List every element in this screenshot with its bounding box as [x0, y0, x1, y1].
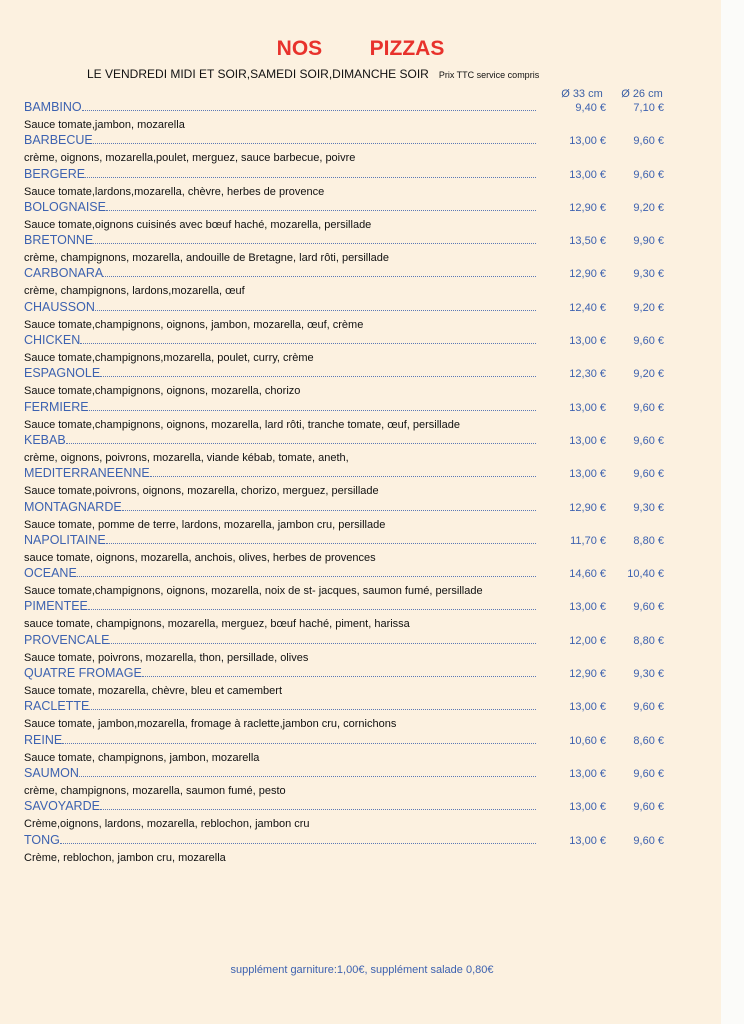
- pizza-name-line: [24, 400, 664, 417]
- pizza-name: TONG: [24, 832, 60, 847]
- dot-leader: [106, 543, 536, 544]
- pizza-item: [24, 699, 664, 732]
- pizza-name-line: [24, 466, 664, 483]
- dot-leader: [95, 310, 536, 311]
- pizza-name-line: [24, 100, 664, 117]
- pizza-name-line: [24, 233, 664, 250]
- pizza-ingredients: crème, oignons, poivrons, mozarella, viande kébab, tomate, aneth,: [24, 451, 349, 464]
- pizza-ingredients: crème, champignons, mozarella, saumon fumé, pesto: [24, 784, 286, 797]
- price-33cm: 13,00 €: [569, 468, 606, 481]
- pizza-item: [24, 167, 664, 200]
- price-26cm: 10,40 €: [627, 568, 664, 581]
- pizza-name: CARBONARA: [24, 266, 104, 281]
- dot-leader: [106, 210, 536, 211]
- pizza-name: RACLETTE: [24, 699, 90, 714]
- pizza-name: BARBECUE: [24, 133, 93, 148]
- page-title: NOS PIZZAS: [276, 37, 445, 60]
- price-33cm: 13,00 €: [569, 401, 606, 414]
- pizza-ingredients: Sauce tomate, jambon,mozarella, fromage à raclette,jambon cru, cornichons: [24, 718, 397, 731]
- dot-leader: [85, 177, 536, 178]
- dot-leader: [88, 609, 536, 610]
- pizza-name: SAUMON: [24, 765, 79, 780]
- pizza-ingredients: Sauce tomate,champignons, oignons, mozarella, chorizo: [24, 385, 301, 398]
- price-26cm: 9,20 €: [633, 368, 664, 381]
- pizza-name-line: [24, 200, 664, 217]
- price-26cm: 7,10 €: [633, 102, 664, 114]
- pizza-name-line: [24, 266, 664, 283]
- price-33cm: 13,00 €: [569, 834, 606, 847]
- pizza-list: [24, 100, 664, 866]
- pizza-ingredients: crème, champignons, mozarella, andouille de Bretagne, lard rôti, persillade: [24, 252, 390, 265]
- pizza-name-line: [24, 599, 664, 616]
- size-headers: [552, 88, 672, 100]
- pizza-name: FERMIERE: [24, 399, 89, 414]
- pizza-ingredients: Sauce tomate,champignons,mozarella, poulet, curry, crème: [24, 352, 314, 365]
- pizza-item: [24, 433, 664, 466]
- pizza-name-line: [24, 699, 664, 716]
- pizza-ingredients: Sauce tomate,champignons, oignons, mozarella, noix de st- jacques, saumon fumé, persillade: [24, 585, 483, 598]
- pizza-name-line: [24, 733, 664, 750]
- price-33cm: 13,00 €: [569, 335, 606, 348]
- pizza-item: [24, 333, 664, 366]
- pizza-ingredients: Sauce tomate, poivrons, mozarella, thon, persillade, olives: [24, 651, 309, 664]
- pizza-item: [24, 500, 664, 533]
- pizza-ingredients: Sauce tomate,champignons, oignons, jambon, mozarella, œuf, crème: [24, 318, 364, 331]
- pizza-item: [24, 200, 664, 233]
- pizza-name-line: [24, 766, 664, 783]
- dot-leader: [66, 443, 536, 444]
- price-26cm: 8,80 €: [633, 634, 664, 647]
- pizza-name: NAPOLITAINE: [24, 532, 106, 547]
- price-33cm: 12,90 €: [569, 501, 606, 514]
- pizza-name: BAMBINO: [24, 100, 82, 114]
- price-33cm: 13,00 €: [569, 135, 606, 148]
- subtitle: [87, 67, 539, 81]
- pizza-name: PIMENTEE: [24, 599, 88, 614]
- price-26cm: 9,30 €: [633, 668, 664, 681]
- pizza-ingredients: crème, oignons, mozarella,poulet, merguez, sauce barbecue, poivre: [24, 152, 356, 165]
- pizza-item: [24, 633, 664, 666]
- pizza-name-line: [24, 167, 664, 184]
- price-26cm: 9,60 €: [633, 434, 664, 447]
- price-26cm: 9,60 €: [633, 135, 664, 148]
- dot-leader: [89, 410, 536, 411]
- pizza-ingredients: Sauce tomate,lardons,mozarella, chèvre, herbes de provence: [24, 185, 325, 198]
- price-33cm: 13,50 €: [569, 235, 606, 248]
- pizza-name-line: [24, 533, 664, 550]
- price-26cm: 9,30 €: [633, 268, 664, 281]
- pizza-item: [24, 133, 664, 166]
- pizza-item: [24, 266, 664, 299]
- dot-leader: [103, 276, 536, 277]
- price-26cm: 9,60 €: [633, 335, 664, 348]
- pizza-item: [24, 466, 664, 499]
- pizza-ingredients: sauce tomate, champignons, mozarella, merguez, bœuf haché, piment, harissa: [24, 618, 410, 631]
- price-26cm: 9,60 €: [633, 168, 664, 181]
- pizza-name: BERGERE: [24, 166, 86, 181]
- pizza-name-line: [24, 666, 664, 683]
- pizza-item: [24, 566, 664, 599]
- pizza-name: MEDITERRANEENNE: [24, 466, 150, 481]
- price-26cm: 9,60 €: [633, 801, 664, 814]
- pizza-ingredients: Crème, reblochon, jambon cru, mozarella: [24, 851, 226, 864]
- dot-leader: [142, 676, 536, 677]
- pizza-name-line: [24, 833, 664, 850]
- supplements-note: supplément garniture:1,00€, supplément salade 0,80€: [230, 964, 494, 976]
- price-33cm: 11,70 €: [570, 534, 606, 547]
- dot-leader: [122, 510, 536, 511]
- dot-leader: [89, 709, 536, 710]
- price-33cm: 12,90 €: [569, 668, 606, 681]
- price-33cm: 13,00 €: [569, 801, 606, 814]
- pizza-name-line: [24, 633, 664, 650]
- price-26cm: 9,20 €: [633, 301, 664, 314]
- pizza-ingredients: Sauce tomate, mozarella, chèvre, bleu et camembert: [24, 685, 283, 698]
- pizza-name: OCEANE: [24, 566, 77, 581]
- price-26cm: 9,60 €: [633, 834, 664, 847]
- pizza-ingredients: Crème,oignons, lardons, mozarella, reblochon, jambon cru: [24, 818, 310, 831]
- dot-leader: [93, 143, 536, 144]
- size-26: Ø 26 cm: [621, 88, 663, 100]
- price-26cm: 8,80 €: [633, 534, 664, 547]
- pizza-ingredients: Sauce tomate, pomme de terre, lardons, mozarella, jambon cru, persillade: [24, 518, 386, 531]
- pizza-ingredients: Sauce tomate, champignons, jambon, mozarella: [24, 751, 260, 764]
- price-26cm: 8,60 €: [633, 734, 664, 747]
- price-26cm: 9,60 €: [633, 401, 664, 414]
- size-33: Ø 33 cm: [561, 88, 603, 100]
- price-26cm: 9,60 €: [633, 767, 664, 780]
- pizza-name: PROVENCALE: [24, 632, 110, 647]
- pizza-item: [24, 100, 664, 133]
- pizza-item: [24, 766, 664, 799]
- price-26cm: 9,60 €: [633, 468, 664, 481]
- pizza-name: BOLOGNAISE: [24, 199, 106, 214]
- price-26cm: 9,20 €: [633, 201, 664, 214]
- pizza-name: CHICKEN: [24, 333, 81, 348]
- price-33cm: 12,30 €: [569, 368, 606, 381]
- pizza-ingredients: Sauce tomate,jambon, mozarella: [24, 119, 185, 131]
- pizza-item: [24, 599, 664, 632]
- pizza-name-line: [24, 433, 664, 450]
- price-33cm: 13,00 €: [569, 701, 606, 714]
- pizza-name-line: [24, 566, 664, 583]
- pizza-ingredients: Sauce tomate,champignons, oignons, mozarella, lard rôti, tranche tomate, œuf, persillade: [24, 418, 460, 431]
- pizza-ingredients: crème, champignons, lardons,mozarella, œuf: [24, 285, 245, 298]
- pizza-name-line: [24, 500, 664, 517]
- price-33cm: 12,40 €: [569, 301, 606, 314]
- price-33cm: 13,00 €: [569, 601, 606, 614]
- pizza-name-line: [24, 799, 664, 816]
- pizza-item: [24, 300, 664, 333]
- pizza-ingredients: Sauce tomate,poivrons, oignons, mozarella, chorizo, merguez, persillade: [24, 485, 379, 498]
- pizza-name: BRETONNE: [24, 233, 94, 248]
- price-33cm: 12,90 €: [569, 268, 606, 281]
- price-note: Prix TTC service compris: [438, 70, 540, 80]
- pizza-item: [24, 400, 664, 433]
- price-26cm: 9,30 €: [633, 501, 664, 514]
- pizza-item: [24, 533, 664, 566]
- pizza-name-line: [24, 133, 664, 150]
- pizza-name: REINE: [24, 732, 63, 747]
- pizza-name: SAVOYARDE: [24, 799, 100, 814]
- price-33cm: 12,00 €: [569, 634, 606, 647]
- pizza-ingredients: Sauce tomate,oignons cuisinés avec bœuf haché, mozarella, persillade: [24, 218, 372, 231]
- price-33cm: 13,00 €: [569, 168, 606, 181]
- pizza-name-line: [24, 366, 664, 383]
- pizza-name: ESPAGNOLE: [24, 366, 101, 381]
- price-33cm: 14,60 €: [569, 568, 606, 581]
- pizza-item: [24, 833, 664, 866]
- dot-leader: [100, 376, 536, 377]
- price-26cm: 9,60 €: [633, 701, 664, 714]
- pizza-item: [24, 366, 664, 399]
- price-26cm: 9,60 €: [633, 601, 664, 614]
- pizza-item: [24, 233, 664, 266]
- pizza-name: CHAUSSON: [24, 299, 95, 314]
- pizza-ingredients: sauce tomate, oignons, mozarella, anchois, olives, herbes de provences: [24, 551, 376, 564]
- price-26cm: 9,90 €: [633, 235, 664, 248]
- pizza-name-line: [24, 333, 664, 350]
- pizza-name: KEBAB: [24, 432, 66, 447]
- price-33cm: 10,60 €: [569, 734, 606, 747]
- pizza-name-line: [24, 300, 664, 317]
- dot-leader: [82, 110, 536, 111]
- dot-leader: [60, 843, 536, 844]
- pizza-item: [24, 666, 664, 699]
- dot-leader: [80, 343, 536, 344]
- price-33cm: 13,00 €: [569, 767, 606, 780]
- price-33cm: 9,40 €: [575, 102, 606, 114]
- dot-leader: [100, 809, 536, 810]
- pizza-item: [24, 733, 664, 766]
- opening-hours: LE VENDREDI MIDI ET SOIR,SAMEDI SOIR,DIMANCHE SOIR: [87, 67, 429, 81]
- dot-leader: [109, 643, 536, 644]
- dot-leader: [93, 243, 536, 244]
- price-33cm: 12,90 €: [569, 201, 606, 214]
- dot-leader: [62, 743, 536, 744]
- pizza-item: [24, 799, 664, 832]
- price-33cm: 13,00 €: [569, 434, 606, 447]
- dot-leader: [150, 476, 536, 477]
- pizza-name: MONTAGNARDE: [24, 499, 122, 514]
- dot-leader: [77, 576, 536, 577]
- pizza-name: QUATRE FROMAGE: [24, 666, 142, 681]
- dot-leader: [79, 776, 536, 777]
